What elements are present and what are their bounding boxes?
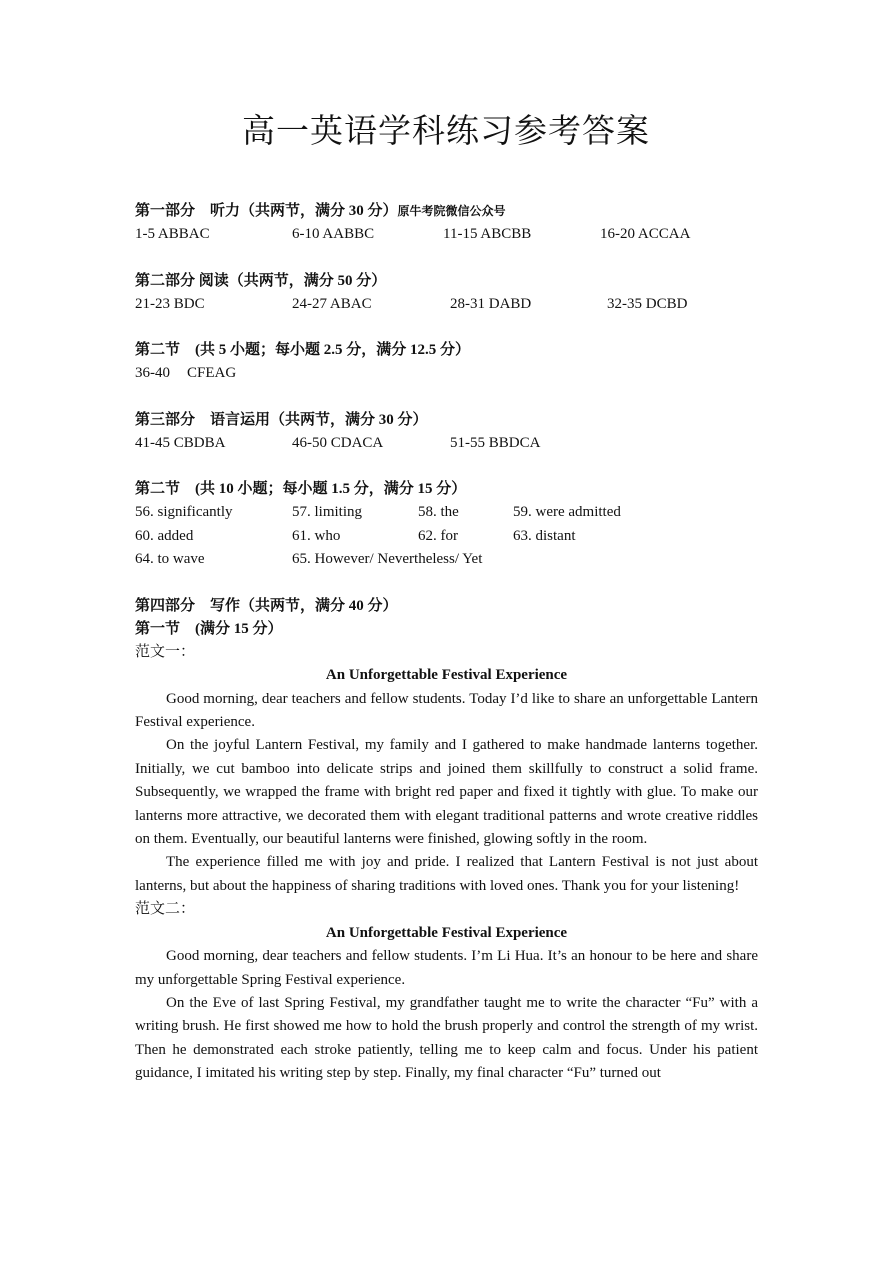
answer-group: 46-50 CDACA: [292, 434, 384, 451]
fill-answer: 65. However/ Nevertheless/ Yet: [292, 551, 483, 567]
sample1-title: An Unforgettable Festival Experience: [325, 667, 568, 683]
answer-content: [135, 200, 758, 1086]
page-title: 高一英语学科练习参考答案: [242, 114, 650, 150]
answer-group: 41-45 CBDBA: [135, 434, 226, 451]
answer-group: 28-31 DABD: [450, 295, 532, 312]
fill-answer: 63. distant: [513, 527, 576, 544]
sample2-title: An Unforgettable Festival Experience: [325, 924, 568, 941]
part4-section1-heading: 第一节 (满分 15 分）: [135, 620, 283, 637]
watermark-note: 原牛考院微信公众号: [397, 204, 506, 218]
sample1-paragraph: On the joyful Lantern Festival, my family and I gathered to make handmade lanterns together. Initially, we cut bamboo into delicate strips and joined them skillfully to construct a solid frame. Subsequently, we wrapped the frame with bright red paper and fixed it tightly with glue. To make our lanterns more attractive, we decorated them with elegant traditional patterns and wrote creative riddles on them. Eventually, our beautiful lanterns were finished, glowing softly in the room.: [135, 737, 758, 847]
answer-group: CFEAG: [187, 365, 237, 381]
part1-answers: [135, 223, 758, 247]
fill-answer: 56. significantly: [135, 504, 233, 520]
fill-answer: 62. for: [418, 527, 458, 544]
part3-section2-heading: 第二节 (共 10 小题；每小题 1.5 分，满分 15 分）: [135, 481, 467, 497]
fill-answer: 61. who: [292, 527, 341, 544]
answer-group: 51-55 BBDCA: [450, 434, 541, 451]
answer-group: 21-23 BDC: [135, 295, 205, 312]
fill-answers-row: [135, 501, 758, 525]
sample1-paragraph: Good morning, dear teachers and fellow students. Today I’d like to share an unforgettable Lantern Festival experience.: [135, 690, 758, 730]
answer-group: 16-20 ACCAA: [600, 226, 691, 242]
sample2-paragraph: On the Eve of last Spring Festival, my grandfather taught me to write the character “Fu” with a writing brush. He first showed me how to hold the brush properly and control the strength of my wrist. Then he demonstrated each stroke patiently, telling me to keep calm and focus. Under his patient guidance, I imitated his writing step by step. Finally, my final character “Fu” turned out: [135, 994, 758, 1082]
answer-group: 6-10 AABBC: [292, 226, 375, 242]
fill-answer: 57. limiting: [292, 504, 363, 520]
answer-group: 11-15 ABCBB: [443, 226, 532, 242]
part2-section2-answers: [135, 362, 758, 386]
fill-answer: 58. the: [418, 504, 459, 520]
answer-range: 36-40: [135, 365, 170, 381]
part2-section2-heading: 第二节 (共 5 小题；每小题 2.5 分，满分 12.5 分）: [135, 342, 470, 358]
fill-answers-row: [135, 525, 758, 549]
part3-answers: [135, 432, 758, 456]
answer-group: 1-5 ABBAC: [135, 226, 210, 242]
part2-heading: 第二部分 阅读（共两节，满分 50 分）: [135, 272, 387, 289]
sample2-label: 范文二：: [135, 901, 196, 918]
part3-heading: 第三部分 语言运用（共两节，满分 30 分）: [135, 411, 428, 428]
part1-heading: 第一部分 听力（共两节，满分 30 分）原牛考院微信公众号: [135, 203, 506, 219]
part4-heading: 第四部分 写作（共两节，满分 40 分）: [135, 597, 398, 614]
part2-answers: [135, 293, 758, 317]
fill-answer: 59. were admitted: [513, 504, 621, 520]
fill-answer: 64. to wave: [135, 551, 205, 567]
answer-group: 32-35 DCBD: [607, 295, 688, 312]
fill-answers-row: [135, 548, 758, 572]
sample2-paragraph: Good morning, dear teachers and fellow students. I’m Li Hua. It’s an honour to be here and share my unforgettable Spring Festival experience.: [135, 948, 758, 988]
fill-answer: 60. added: [135, 527, 194, 544]
sample1-paragraph: The experience filled me with joy and pride. I realized that Lantern Festival is not just about lanterns, but about the happiness of sharing traditions with loved ones. Thank you for your listening!: [135, 854, 758, 894]
sample1-label: 范文一：: [135, 643, 196, 660]
answer-group: 24-27 ABAC: [292, 295, 372, 312]
